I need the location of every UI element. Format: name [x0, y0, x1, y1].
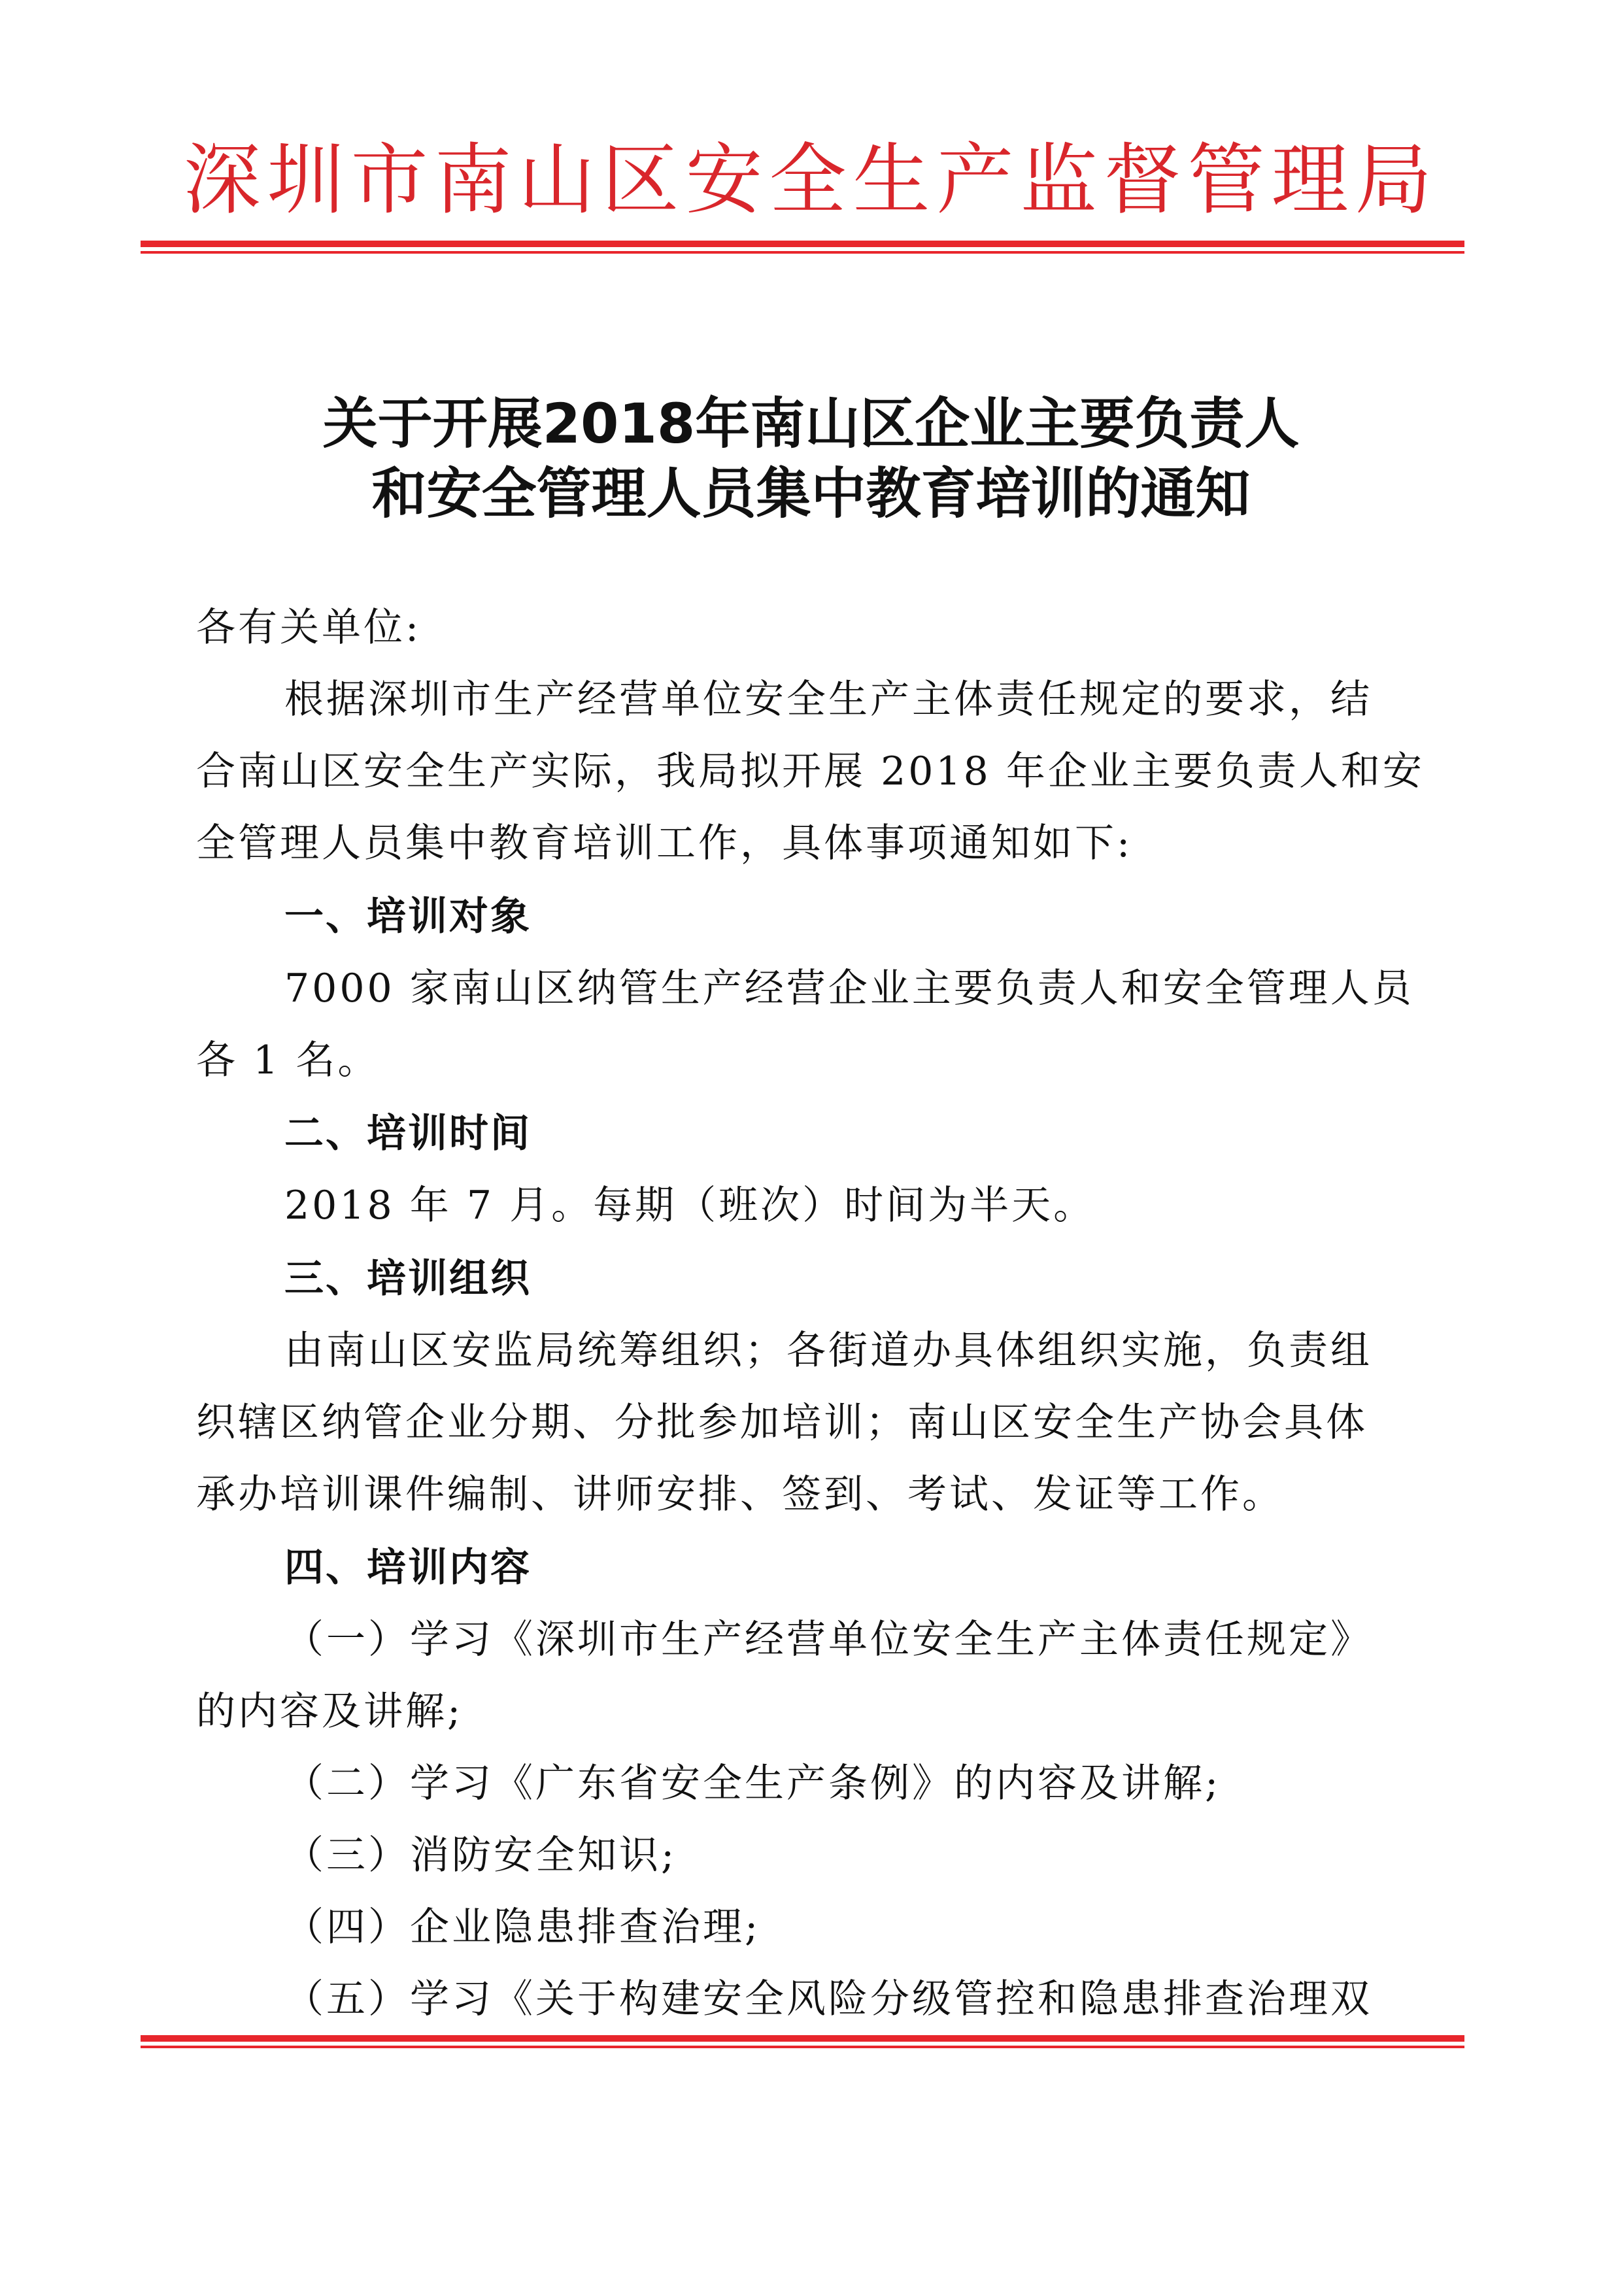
- intro-line-2: 合南山区安全生产实际，我局拟开展 2018 年企业主要负责人和安: [196, 749, 1425, 794]
- section-4-line-4: （三）消防安全知识;: [284, 1832, 677, 1878]
- section-4-line-3: （二）学习《广东省安全生产条例》的内容及讲解;: [284, 1761, 1221, 1806]
- section-3-line-2: 织辖区纳管企业分期、分批参加培训；南山区安全生产协会具体: [196, 1400, 1368, 1445]
- intro-line-1: 根据深圳市生产经营单位安全生产主体责任规定的要求，结: [284, 677, 1372, 722]
- section-1-line-2: 各 1 名。: [196, 1038, 380, 1083]
- salutation: 各有关单位:: [196, 605, 422, 650]
- section-4-line-6: （五）学习《关于构建安全风险分级管控和隐患排查治理双: [284, 1976, 1372, 2022]
- intro-line-3: 全管理人员集中教育培训工作，具体事项通知如下:: [196, 820, 1133, 866]
- section-1-line-1: 7000 家南山区纳管生产经营企业主要负责人和安全管理人员: [284, 966, 1414, 1011]
- section-3-line-3: 承办培训课件编制、讲师安排、签到、考试、发证等工作。: [196, 1472, 1284, 1517]
- section-4-line-2: 的内容及讲解;: [196, 1689, 464, 1734]
- letterhead-top-rule: [141, 241, 1464, 254]
- section-heading-2: 二、培训时间: [284, 1111, 532, 1156]
- section-heading-4: 四、培训内容: [284, 1545, 532, 1591]
- doc-title-line-2: 和安全管理人员集中教育培训的通知: [371, 462, 1251, 526]
- section-4-line-1: （一）学习《深圳市生产经营单位安全生产主体责任规定》: [284, 1617, 1372, 1663]
- letterhead-org-name: 深圳市南山区安全生产监督管理局: [183, 135, 1439, 225]
- section-4-line-5: （四）企业隐患排查治理;: [284, 1904, 761, 1950]
- section-heading-1: 一、培训对象: [284, 894, 532, 939]
- doc-title-line-1: 关于开展2018年南山区企业主要负责人: [322, 392, 1300, 456]
- section-2-line-1: 2018 年 7 月。每期（班次）时间为半天。: [284, 1183, 1096, 1228]
- footer-rule: [141, 2035, 1464, 2048]
- section-3-line-1: 由南山区安监局统筹组织；各街道办具体组织实施，负责组: [284, 1328, 1372, 1374]
- section-heading-3: 三、培训组织: [284, 1256, 532, 1302]
